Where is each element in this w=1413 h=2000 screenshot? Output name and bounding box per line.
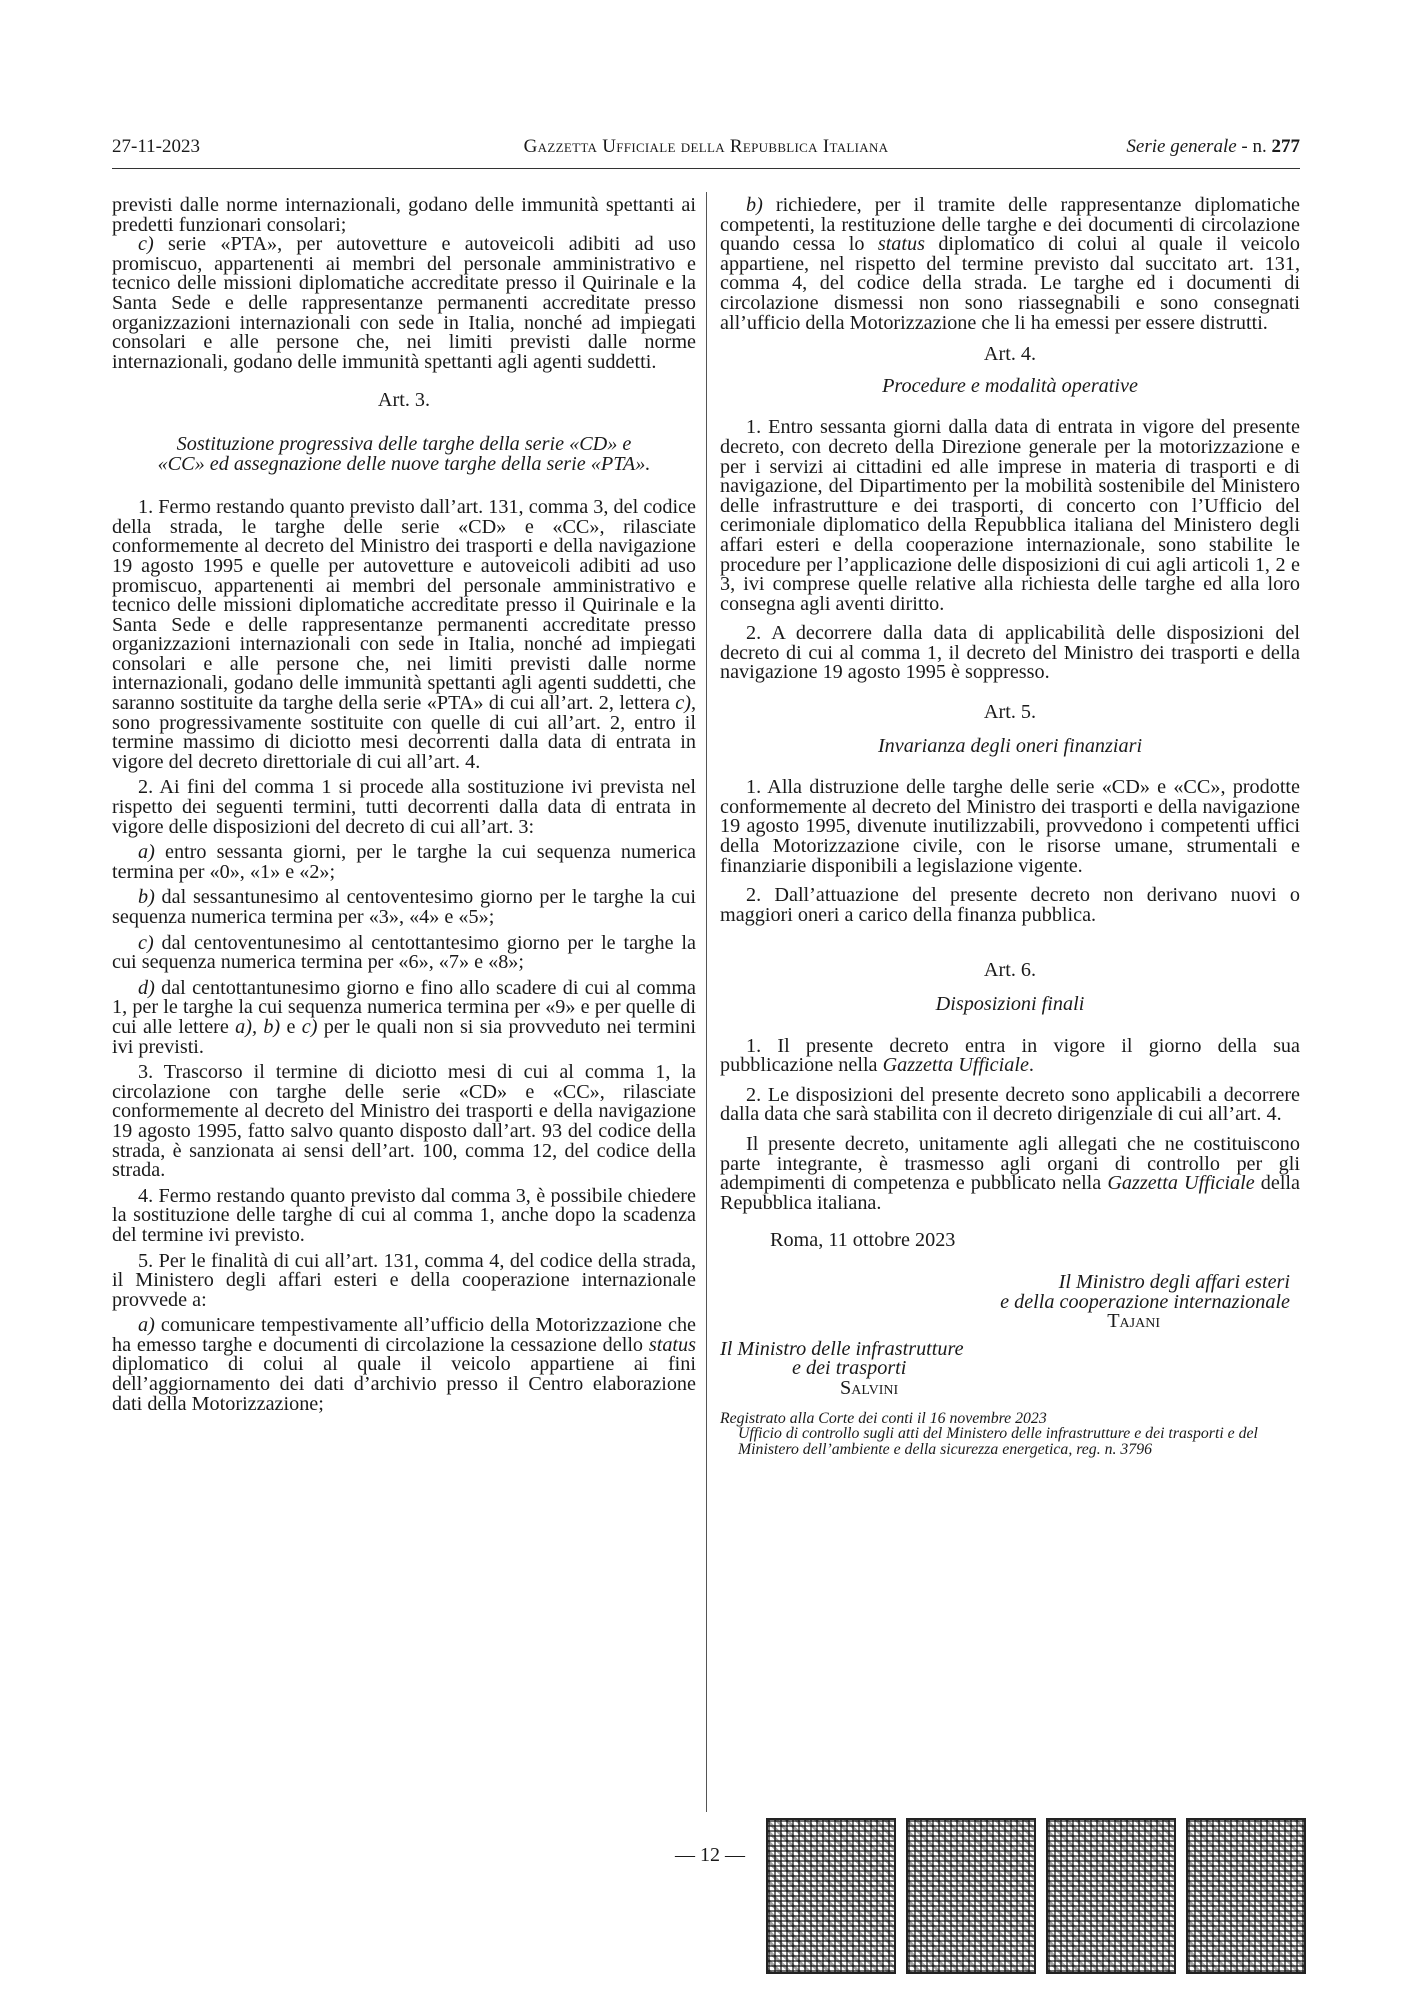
paragraph-text: Il presente decreto, unitamente agli allegati che ne costituiscono parte integrante, è trasmesso agli organi di controllo per gli adempimenti di competenza e pubblicato nella — [720, 1132, 1300, 1195]
article-heading: Art. 5. — [983, 701, 1037, 724]
list-text: entro sessanta giorni, per le targhe la cui sequenza numerica termina per «0», «1» e «2»; — [112, 841, 696, 883]
list-item — [112, 976, 696, 1058]
article-heading: Art. 4. — [983, 343, 1037, 366]
signatory-title: Il Ministro delle infrastrutture — [720, 1337, 964, 1360]
article-heading: Art. 3. — [377, 389, 431, 412]
list-marker: b) — [138, 886, 155, 909]
list-marker: b) — [746, 194, 763, 216]
paragraph: 2. A decorrere dalla data di applicabilità delle disposizioni del decreto di cui al comma 1, il decreto del Ministro dei trasporti e della navigazione 19 agosto 1995 è soppresso. — [720, 622, 1300, 684]
paragraph-text: serie «PTA», per autovetture e autoveicoli adibiti ad uso promiscuo, appartenenti ai membri del personale amministrativo e tecnico delle missioni diplomatiche accreditate presso il Quirinale e la Santa Sede e delle rappresentanze permanenti accreditate presso organizzazioni internazionali con sede in Italia, nonché ad impiegati consolari e alle persone che, nei limiti previsti dalle norme internazionali, godano delle immunità spettanti agli agenti suddetti. — [112, 233, 696, 373]
paragraph: 1. Entro sessanta giorni dalla data di entrata in vigore del presente decreto, con decreto della Direzione generale per la motorizzazione e per i servizi ai cittadini ed alle imprese in materia di trasporti e di navigazione, del Dipartimento per la mobilità sostenibile del Ministero delle infrastrutture e dei trasporti, di concerto con l’Ufficio del cerimoniale diplomatico della Repubblica italiana del Ministero degli affari esteri e della cooperazione internazionale, sono stabilite le procedure per l’applicazione delle disposizioni di cui agli articoli 1, 2 e 3, ivi comprese quelle relative alla richiesta delle targhe ed alla loro consegna agli aventi diritto. — [720, 416, 1300, 615]
paragraph — [112, 498, 696, 772]
article-rubric — [112, 432, 696, 475]
series-number — [1126, 136, 1300, 158]
left-column — [112, 196, 696, 1414]
registration-office: Ufficio di controllo sugli atti del Ministero delle infrastrutture e dei trasporti e del Ministero dell’ambiente e della sicurezza energetica, reg. n. 3796 — [738, 1425, 1258, 1458]
signatory-title: e della cooperazione internazionale — [1000, 1290, 1290, 1313]
list-text: diplomatico di colui al quale il veicolo appartiene ai fini dell’aggiornamento dei dati d’archivio presso il Centro elaborazione dati della Motorizzazione; — [112, 1353, 696, 1415]
paragraph: previsti dalle norme internazionali, godano delle immunità spettanti ai predetti funzionari consolari; — [112, 194, 696, 236]
rubric-line: Sostituzione progressiva delle targhe della serie «CD» e — [176, 432, 632, 455]
datamatrix-code — [1046, 1818, 1176, 1974]
paragraph — [112, 235, 696, 372]
list-item — [112, 888, 696, 927]
right-column — [720, 196, 1300, 1457]
paragraph-text: , sono progressivamente sostituite con quelle di cui all’art. 2, entro il termine massimo di diciotto mesi decorrenti dalla data di entrata in vigore del decreto direttoriale di cui all’art. 4. — [112, 692, 696, 773]
registration-note — [720, 1411, 1300, 1458]
list-text: dal centoventunesimo al centottantesimo giorno per le targhe la cui sequenza numerica termina per «6», «7» e «8»; — [112, 931, 696, 974]
datamatrix-code — [766, 1818, 896, 1974]
list-text: dal centottantunesimo giorno e fino allo scadere di cui al comma 1, per le targhe la cui sequenza numerica termina per «9» e per quelle di cui alle lettere — [112, 976, 696, 1038]
paragraph: 5. Per le finalità di cui all’art. 131, comma 4, del codice della strada, il Ministero degli affari esteri e della cooperazione internazionale provvede a: — [112, 1249, 696, 1311]
paragraph: 2. Le disposizioni del presente decreto sono applicabili a decorrere dalla data che sarà stabilita con il decreto dirigenziale di cui all’art. 4. — [720, 1083, 1300, 1126]
signatory-title: e dei trasporti — [792, 1357, 907, 1380]
list-item — [112, 931, 696, 974]
list-text: per le quali non si sia provveduto nei termini ivi previsti. — [112, 1015, 696, 1058]
paragraph-text: 1. Fermo restando quanto previsto dall’art. 131, comma 3, del codice della strada, le targhe delle serie «CD» e «CC», rilasciate conformemente al decreto del Ministro dei trasporti e della navigazione 19 agosto 1995 e quelle per autovetture e autoveicoli adibiti ad uso promiscuo, appartenenti ai membri del personale amministrativo e tecnico delle missioni diplomatiche accreditate presso il Quirinale e la Santa Sede e delle rappresentanze permanenti accreditate presso organizzazioni internazionali con sede in Italia, nonché ad impiegati consolari e alle persone che, nei limiti previsti dalle norme internazionali, godano delle immunità spettanti agli agenti suddetti, che saranno sostituite da targhe della serie «PTA» di cui all’art. 2, lettera — [112, 496, 696, 715]
italic-text: a), b) — [235, 1015, 281, 1038]
list-text: richiedere, per il tramite delle rappresentanze diplomatiche competenti, la restituzione delle targhe e dei documenti di circolazione quando cessa lo — [720, 194, 1300, 256]
list-marker: a) — [138, 1314, 155, 1337]
column-divider — [706, 192, 707, 1812]
signature-infrastructure — [720, 1337, 1300, 1399]
series-issue-number: 277 — [1271, 136, 1300, 157]
registration-line: Registrato alla Corte dei conti il 16 novembre 2023 — [720, 1409, 1047, 1427]
place-and-date: Roma, 11 ottobre 2023 — [770, 1229, 956, 1252]
paragraph-text: . — [1028, 1054, 1034, 1077]
italic-text: Gazzetta Ufficiale — [1107, 1172, 1255, 1195]
italic-text: Gazzetta Ufficiale — [882, 1054, 1029, 1077]
list-item — [112, 1316, 696, 1414]
page-number: — 12 — — [675, 1844, 745, 1866]
signatory-name: Salvini — [840, 1376, 899, 1399]
issue-date: 27-11-2023 — [112, 136, 200, 157]
series-label: Serie generale — [1126, 136, 1237, 157]
italic-text: c) — [675, 692, 691, 715]
list-marker: d) — [138, 976, 155, 999]
paragraph: 3. Trascorso il termine di diciotto mesi di cui al comma 1, la circolazione con targhe delle serie «CD» e «CC», rilasciate conformemente al decreto del Ministro dei trasporti e della navigazione 19 agosto 1995, fatto salvo quanto disposto dall’art. 93 del codice della strada, è sanzionata ai sensi dell’art. 100, comma 12, del codice della strada. — [112, 1061, 696, 1182]
article-heading: Art. 6. — [983, 959, 1037, 982]
header-rule — [112, 168, 1300, 169]
italic-text: status — [648, 1333, 696, 1356]
list-text: diplomatico di colui al quale il veicolo appartiene, nel rispetto del termine previsto dal succitato art. 131, comma 4, del codice della strada. Le targhe ed i documenti di circolazione dismessi non sono riassegnabili e sono consegnati all’ufficio della Motorizzazione che li ha emessi per essere distrutti. — [720, 233, 1300, 334]
rubric-line: «CC» ed assegnazione delle nuove targhe della serie «PTA». — [157, 452, 651, 475]
datamatrix-code — [1186, 1818, 1306, 1974]
article-rubric: Procedure e modalità operative — [882, 374, 1138, 397]
list-item — [112, 843, 696, 882]
list-marker: a) — [138, 841, 155, 864]
list-marker: c) — [138, 233, 154, 256]
paragraph-text: della Repubblica italiana. — [720, 1172, 1301, 1214]
article-rubric: Invarianza degli oneri finanziari — [877, 734, 1143, 757]
gazette-title: Gazzetta Ufficiale della Repubblica Italiana — [523, 136, 889, 157]
paragraph — [720, 1132, 1301, 1214]
list-item — [720, 196, 1300, 333]
article-rubric: Disposizioni finali — [935, 993, 1085, 1015]
series-separator: - n. — [1236, 136, 1272, 157]
paragraph: 2. Dall’attuazione del presente decreto non derivano nuovi o maggiori oneri a carico della finanza pubblica. — [720, 884, 1300, 926]
datamatrix-code — [906, 1818, 1036, 1974]
signatory-name: Tajani — [1107, 1310, 1160, 1333]
list-text: e — [280, 1015, 302, 1038]
italic-text: c) — [301, 1015, 318, 1038]
paragraph: 4. Fermo restando quanto previsto dal comma 3, è possibile chiedere la sostituzione delle targhe di cui al comma 1, anche dopo la scadenza del termine ivi previsto. — [112, 1184, 696, 1246]
list-text: dal sessantunesimo al centoventesimo giorno per le targhe la cui sequenza numerica termina per «3», «4» e «5»; — [112, 886, 696, 928]
paragraph-text: 1. Il presente decreto entra in vigore il giorno della sua pubblicazione nella — [720, 1034, 1300, 1077]
paragraph: 1. Alla distruzione delle targhe delle serie «CD» e «CC», prodotte conformemente al decreto del Ministro dei trasporti e della navigazione 19 agosto 1995, divenute inutilizzabili, provvedono i competenti uffici della Motorizzazione civile, con le risorse umane, strumentali e finanziarie disponibili a legislazione vigente. — [720, 776, 1300, 877]
list-text: comunicare tempestivamente all’ufficio della Motorizzazione che ha emesso targhe e documenti di circolazione la cessazione dello — [112, 1314, 696, 1356]
italic-text: status — [877, 233, 925, 256]
signatory-title: Il Ministro degli affari esteri — [1058, 1270, 1290, 1293]
page-header — [112, 136, 1300, 164]
list-marker: c) — [138, 931, 154, 954]
paragraph: 2. Ai fini del comma 1 si procede alla sostituzione ivi prevista nel rispetto dei seguenti termini, tutti decorrenti dalla data di entrata in vigore delle disposizioni del decreto di cui all’art. 3: — [112, 776, 696, 838]
signature-foreign-affairs — [720, 1270, 1300, 1333]
paragraph — [720, 1034, 1300, 1077]
